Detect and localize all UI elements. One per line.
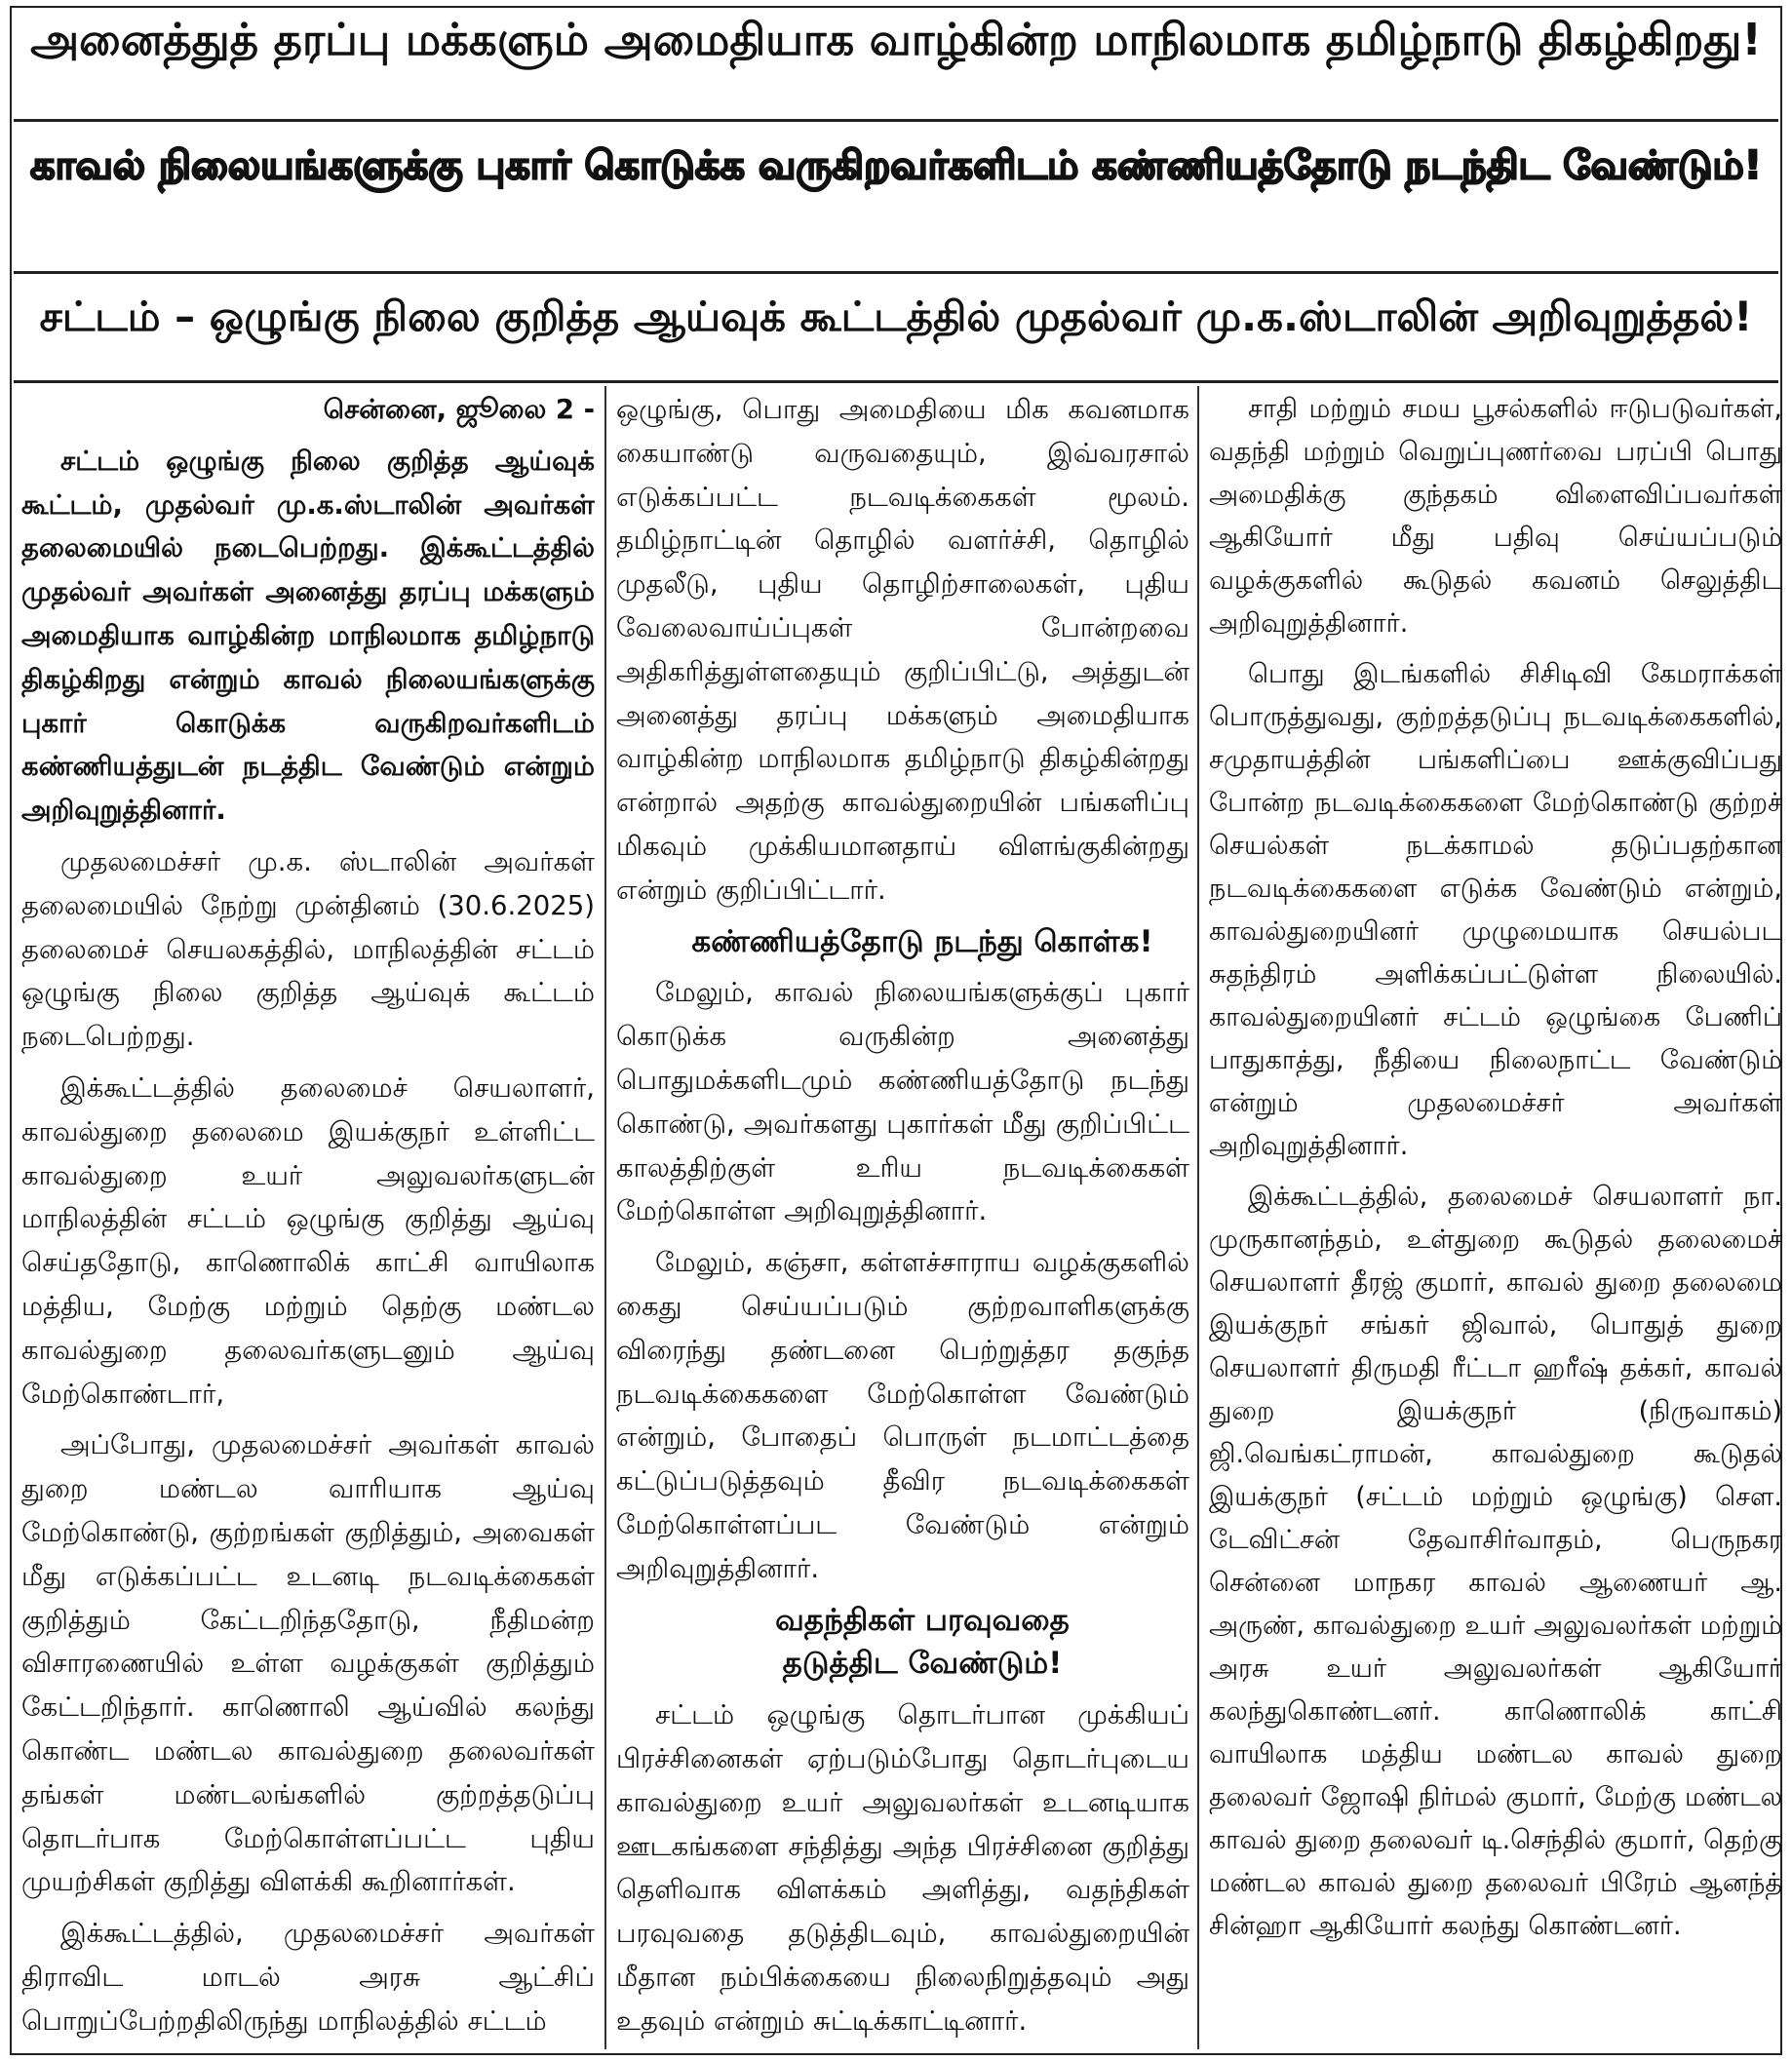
subheading: தடுத்திட வேண்டும்!	[782, 1646, 1063, 1682]
main-headline: காவல் நிலையங்களுக்கு புகார் கொடுக்க வருகிறவர்களிடம் கண்ணியத்தோடு நடந்திட வேண்டும்!	[30, 143, 1762, 188]
sub-headline: சட்டம் – ஒழுங்கு நிலை குறித்த ஆய்வுக் கூட்டத்தில் முதல்வர் மு.க.ஸ்டாலின் அறிவுறுத்தல்!	[39, 292, 1753, 340]
paragraph: இக்கூட்டத்தில், முதலமைச்சர் அவர்கள் திராவிட மாடல் அரசு ஆட்சிப் பொறுப்பேற்றதிலிருந்து மாநிலத்தில் சட்டம்	[21, 1918, 595, 2037]
subheading: வதந்திகள் பரவுவதை	[775, 1602, 1070, 1638]
paragraph: முதலமைச்சர் மு.க. ஸ்டாலின் அவர்கள் தலைமையில் நேற்று முன்தினம் (30.6.2025) தலைமைச் செயலகத்தில், மாநிலத்தின் சட்டம் ஒழுங்கு நிலை குறித்த ஆய்வுக் கூட்டம் நடைபெற்றது.	[21, 845, 595, 1053]
subheading: கண்ணியத்தோடு நடந்து கொள்க!	[691, 923, 1153, 959]
column-divider	[1197, 386, 1199, 2049]
paragraph: சாதி மற்றும் சமய பூசல்களில் ஈடுபடுவர்கள், வதந்தி மற்றும் வெறுப்புணர்வை பரப்பி பொது அமைதிக்கு குந்தகம் விளைவிப்பவர்கள் ஆகியோர் மீது பதிவு செய்யப்படும் வழக்குகளில் கூடுதல் கவனம் செலுத்திட அறிவுறுத்தினார்.	[1209, 394, 1782, 639]
divider	[14, 380, 1778, 383]
article-column-1	[21, 388, 595, 2049]
divider	[14, 119, 1778, 122]
paragraph: மேலும், கஞ்சா, கள்ளச்சாராய வழக்குகளில் கைது செய்யப்படும் குற்றவாளிகளுக்கு விரைந்து தண்டனை பெற்றுத்தர தகுந்த நடவடிக்கைகளை மேற்கொள்ள வேண்டும் என்றும், போதைப் பொருள் நடமாட்டத்தை கட்டுப்படுத்தவும் தீவிர நடவடிக்கைகள் மேற்கொள்ளப்பட வேண்டும் என்றும் அறிவுறுத்தினார்.	[616, 1247, 1189, 1584]
column-divider	[604, 386, 606, 2049]
paragraph: இக்கூட்டத்தில் தலைமைச் செயலாளர், காவல்துறை தலைமை இயக்குநர் உள்ளிட்ட காவல்துறை உயர் அலுவலர்களுடன் மாநிலத்தின் சட்டம் ஒழுங்கு குறித்து ஆய்வு செய்ததோடு, காணொலிக் காட்சி வாயிலாக மத்திய, மேற்கு மற்றும் தெற்கு மண்டல காவல்துறை தலைவர்களுடனும் ஆய்வு மேற்கொண்டார்,	[21, 1071, 595, 1410]
paragraph: மேலும், காவல் நிலையங்களுக்குப் புகார் கொடுக்க வருகின்ற அனைத்து பொதுமக்களிடமும் கண்ணியத்தோடு நடந்து கொண்டு, அவர்களது புகார்கள் மீது குறிப்பிட்ட காலத்திற்குள் உரிய நடவடிக்கைகள் மேற்கொள்ள அறிவுறுத்தினார்.	[616, 977, 1189, 1227]
lead-paragraph: சட்டம் ஒழுங்கு நிலை குறித்த ஆய்வுக் கூட்டம், முதல்வர் மு.க.ஸ்டாலின் அவர்கள் தலைமையில் நடைபெற்றது. இக்கூட்டத்தில் முதல்வர் அவர்கள் அனைத்து தரப்பு மக்களும் அமைதியாக வாழ்கின்ற மாநிலமாக தமிழ்நாடு திகழ்கிறது என்றும் காவல் நிலையங்களுக்கு புகார் கொடுக்க வருகிறவர்களிடம் கண்ணியத்துடன் நடத்திட வேண்டும் என்றும் அறிவுறுத்தினார்.	[21, 445, 595, 827]
divider	[14, 271, 1778, 274]
paragraph: ஒழுங்கு, பொது அமைதியை மிக கவனமாக கையாண்டு வருவதையும், இவ்வரசால் எடுக்கப்பட்ட நடவடிக்கைகள் மூலம். தமிழ்நாட்டின் தொழில் வளர்ச்சி, தொழில் முதலீடு, புதிய தொழிற்சாலைகள், புதிய வேலைவாய்ப்புகள் போன்றவை அதிகரித்துள்ளதையும் குறிப்பிட்டு, அத்துடன் அனைத்து தரப்பு மக்களும் அமைதியாக வாழ்கின்ற மாநிலமாக தமிழ்நாடு திகழ்கின்றது என்றால் அதற்கு காவல்துறையின் பங்களிப்பு மிகவும் முக்கியமானதாய் விளங்குகின்றது என்றும் குறிப்பிட்டார்.	[616, 394, 1189, 906]
paragraph: பொது இடங்களில் சிசிடிவி கேமராக்கள் பொருத்துவது, குற்றத்தடுப்பு நடவடிக்கைகளில், சமுதாயத்தின் பங்களிப்பை ஊக்குவிப்பது போன்ற நடவடிக்கைகளை மேற்கொண்டு குற்றச் செயல்கள் நடக்காமல் தடுப்பதற்கான நடவடிக்கைகளை எடுக்க வேண்டும் என்றும், காவல்துறையினர் முழுமையாக செயல்பட சுதந்திரம் அளிக்கப்பட்டுள்ள நிலையில். காவல்துறையினர் சட்டம் ஒழுங்கை பேணிப் பாதுகாத்து, நீதியை நிலைநாட்ட வேண்டும் என்றும் முதலமைச்சர் அவர்கள் அறிவுறுத்தினார்.	[1209, 659, 1782, 1161]
article-column-2	[616, 388, 1189, 2049]
paragraph: இக்கூட்டத்தில், தலைமைச் செயலாளர் நா. முருகானந்தம், உள்துறை கூடுதல் தலைமைச் செயலாளர் தீரஜ் குமார், காவல் துறை தலைமை இயக்குநர் சங்கர் ஜிவால், பொதுத் துறை செயலாளர் திருமதி ரீட்டா ஹரீஷ் தக்கர், காவல் துறை இயக்குநர் (நிருவாகம்) ஜி.வெங்கட்ராமன், காவல்துறை கூடுதல் இயக்குநர் (சட்டம் மற்றும் ஒழுங்கு) செள. டேவிட்சன் தேவாசிர்வாதம், பெருநகர சென்னை மாநகர காவல் ஆணையர் ஆ. அருண், காவல்துறை உயர் அலுவலர்கள் மற்றும் அரசு உயர் அலுவலர்கள் ஆகியோர் கலந்துகொண்டனர். காணொலிக் காட்சி வாயிலாக மத்திய மண்டல காவல் துறை தலைவர் ஜோஷி நிர்மல் குமார், மேற்கு மண்டல காவல் துறை தலைவர் டி.செந்தில் குமார், தெற்கு மண்டல காவல் துறை தலைவர் பிரேம் ஆனந்த் சின்ஹா ஆகியோர் கலந்து கொண்டனர்.	[1209, 1182, 1782, 1941]
paragraph: அப்போது, முதலமைச்சர் அவர்கள் காவல் துறை மண்டல வாரியாக ஆய்வு மேற்கொண்டு, குற்றங்கள் குறித்தும், அவைகள் மீது எடுக்கப்பட்ட உடனடி நடவடிக்கைகள் குறித்தும் கேட்டறிந்ததோடு, நீதிமன்ற விசாரணையில் உள்ள வழக்குகள் குறித்தும் கேட்டறிந்தார். காணொலி ஆய்வில் கலந்து கொண்ட மண்டல காவல்துறை தலைவர்கள் தங்கள் மண்டலங்களில் குற்றத்தடுப்பு தொடர்பாக மேற்கொள்ளப்பட்ட புதிய முயற்சிகள் குறித்து விளக்கி கூறினார்கள்.	[21, 1429, 595, 1898]
article-column-3	[1209, 388, 1782, 2049]
dateline: சென்னை, ஜூலை 2 -	[323, 394, 595, 425]
paragraph: சட்டம் ஒழுங்கு தொடர்பான முக்கியப் பிரச்சினைகள் ஏற்படும்போது தொடர்புடைய காவல்துறை உயர் அலுவலர்கள் உடனடியாக ஊடகங்களை சந்தித்து அந்த பிரச்சினை குறித்து தெளிவாக விளக்கம் அளித்து, வதந்திகள் பரவுவதை தடுத்திடவும், காவல்துறையின் மீதான நம்பிக்கையை நிலைநிறுத்தவும் அது உதவும் என்றும் சுட்டிக்காட்டினார்.	[616, 1699, 1189, 2037]
kicker-headline: அனைத்துத் தரப்பு மக்களும் அமைதியாக வாழ்கின்ற மாநிலமாக தமிழ்நாடு திகழ்கிறது!	[30, 14, 1762, 65]
